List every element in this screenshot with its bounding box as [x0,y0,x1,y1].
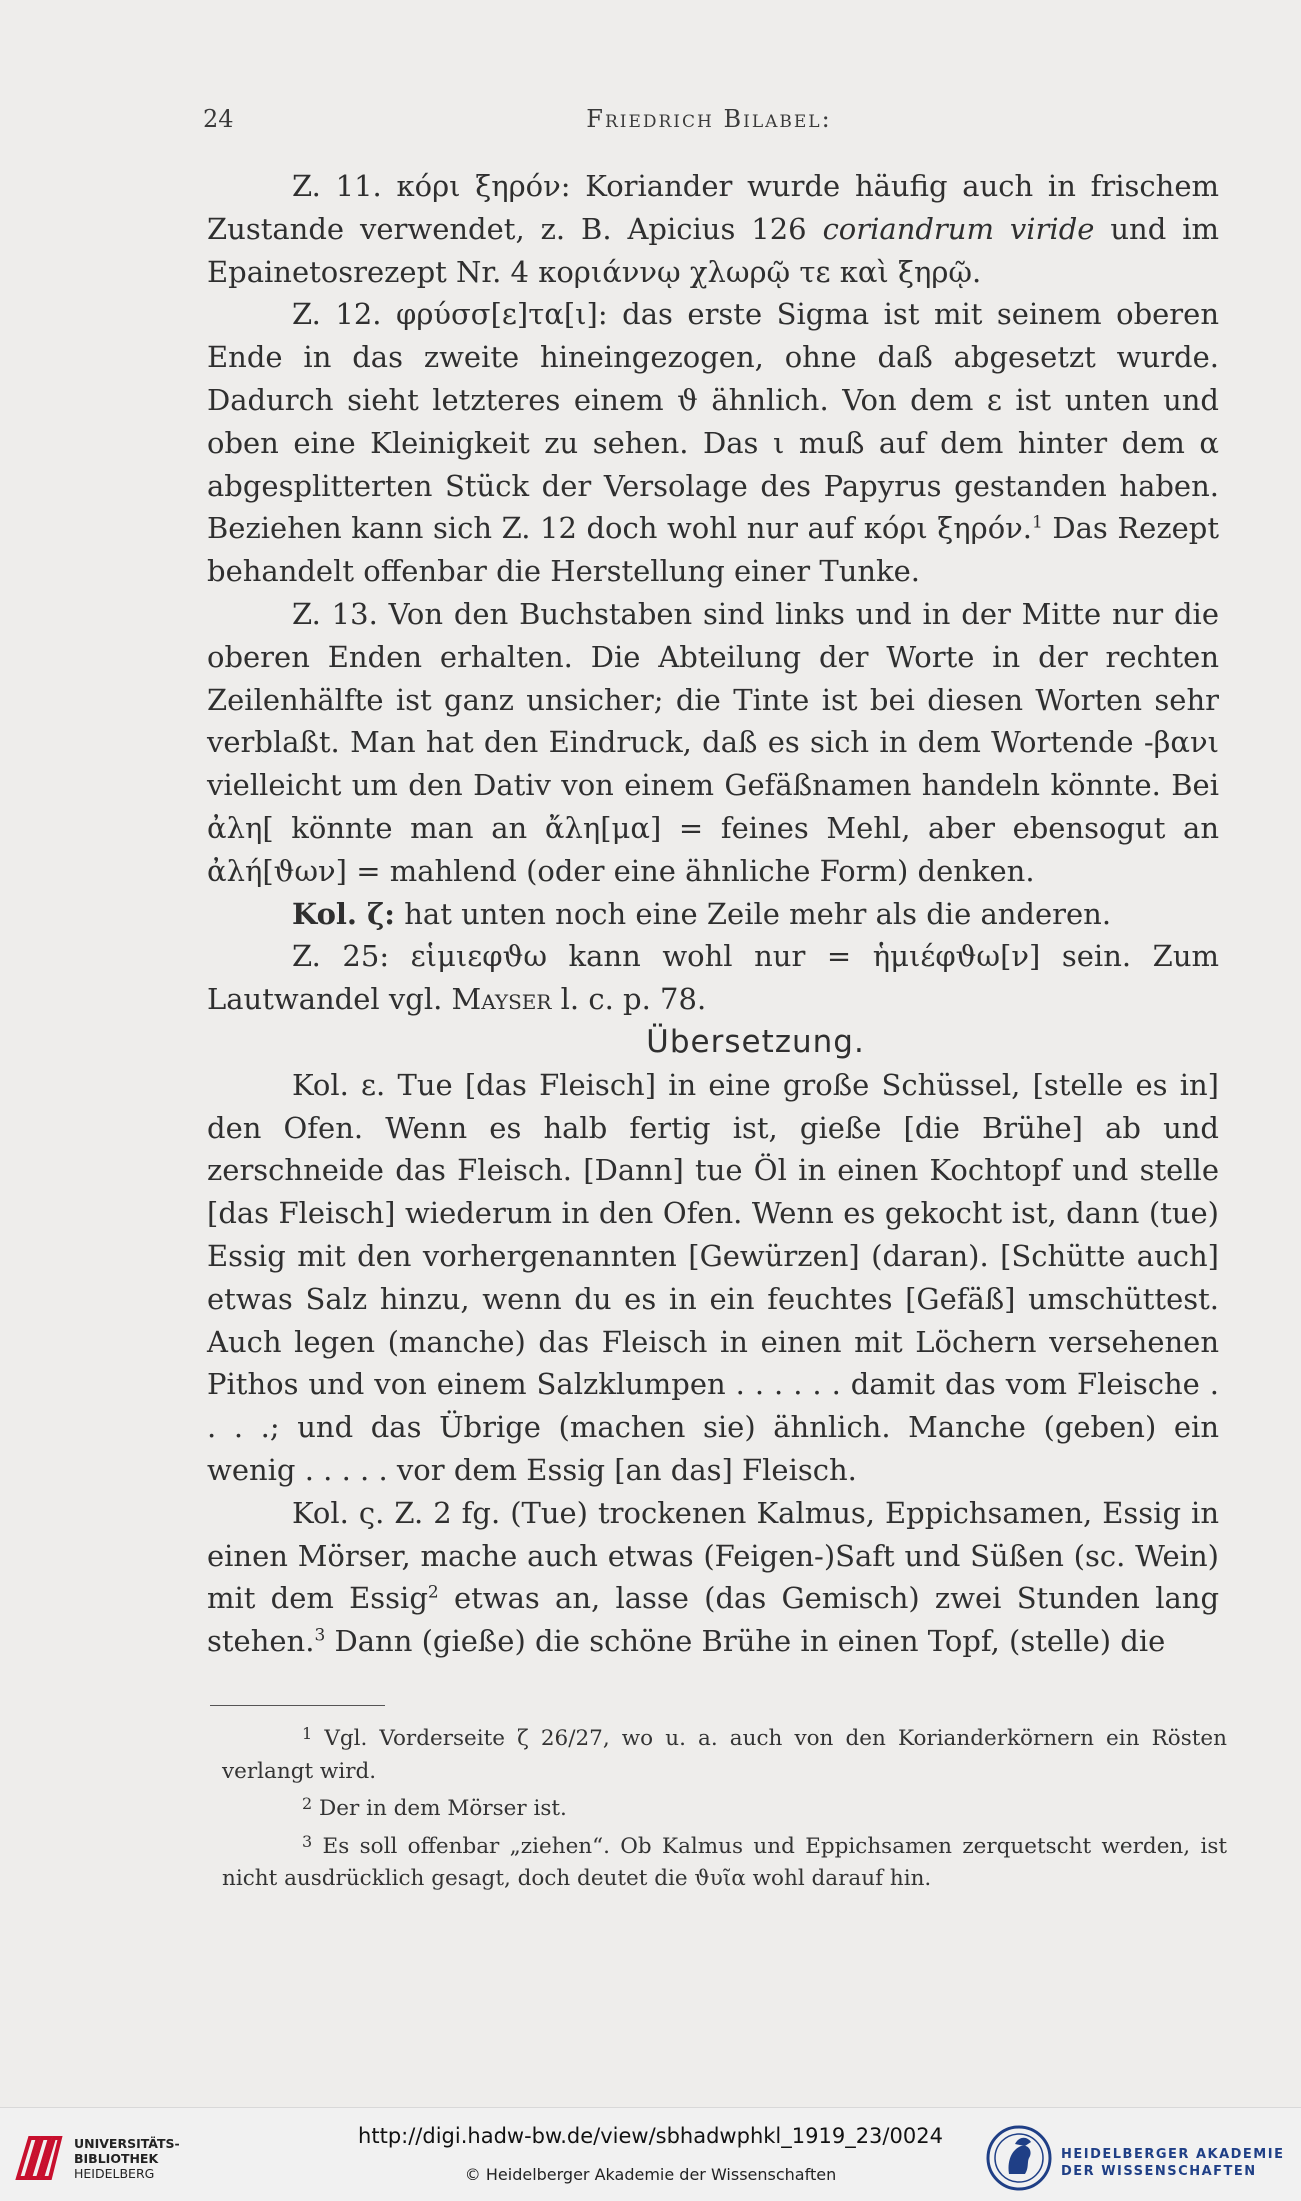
section-heading: Übersetzung. [646,1023,865,1060]
footnote: $^1$ Vgl. Vorderseite ζ 26/27, wo u. a. auch von den Korianderkörnern ein Rösten verlangt wird. [222,1724,1227,1784]
footnotes [222,1718,1227,1896]
footnote: $^3$ Es soll offenbar „ziehen“. Ob Kalmus und Eppichsamen zerquetscht werden, ist nicht ausdrücklich gesagt, doch deutet die ϑυῖα wohl darauf hin. [222,1831,1227,1891]
paragraph: Kol. ε. Tue [das Fleisch] in eine große Schüssel, [stelle es in] den Ofen. Wenn es halb fertig ist, gieße [die Brühe] ab und zerschneide das Fleisch. [Dann] tue Öl in einen Kochtopf und stelle [das Fleisch] wiederum in den Ofen. Wenn es gekocht ist, dann (tue) Essig mit den vorhergenannten [Gewürzen] (daran). [Schütte auch] etwas Salz hinzu, wenn du es in ein feuchtes [Gefäß] umschüttest. Auch legen (manche) das Fleisch in einen mit Löchern versehenen Pithos und von einem Salzklumpen . . . . . . damit das vom Fleische . . . .; und das Übrige (machen sie) ähnlich. Manche (geben) ein wenig . . . . . vor dem Essig [an das] Fleisch. [207,1067,1219,1487]
italic-term: coriandrum viride [822,211,1095,246]
paragraph: Z. 11. κόρι ξηρόν: Koriander wurde häufig auch in frischem Zustande verwendet, z. B. Apicius 126 coriandrum viride und im Epainetosrezept Nr. 4 κοριάννῳ χλωρῷ τε καὶ ξηρῷ. [207,169,1219,289]
footnote-separator [210,1705,385,1706]
academy-name: HEIDELBERGER AKADEMIE DER WISSENSCHAFTEN [1061,2147,1285,2179]
paragraph: Z. 13. Von den Buchstaben sind links und in der Mitte nur die oberen Enden erhalten. Die Abteilung der Worte in der rechten Zeilenhälfte ist ganz unsicher; die Tinte ist bei diesen Worten sehr verblaßt. Man hat den Eindruck, daß es sich in dem Wortende -βανι vielleicht um den Dativ von einem Gefäßnamen handeln könnte. Bei ἀλη[ könnte man an ἄλη[μα] = feines Mehl, aber ebensogut an ἀλή[ϑων] = mahlend (oder eine ähnliche Form) denken. [207,596,1219,888]
footnote: $^2$ Der in dem Mörser ist. [302,1794,567,1821]
footnote-ref: 3 [314,1625,326,1646]
running-title: Friedrich Bilabel: [586,105,832,133]
footnote-ref: 2 [427,1582,439,1603]
athena-seal-icon [985,2124,1053,2192]
library-name: UNIVERSITÄTS- BIBLIOTHEK HEIDELBERG [74,2136,180,2181]
page-number: 24 [203,105,234,133]
paragraph: Z. 12. φρύσσ[ε]τα[ι]: das erste Sigma ist mit seinem oberen Ende in das zweite hineingezogen, ohne daß abgesetzt wurde. Dadurch sieht letzteres einem ϑ ähnlich. Von dem ε ist unten und oben eine Kleinigkeit zu sehen. Das ι muß auf dem hinter dem α abgesplitterten Stück der Versolage des Papyrus gestanden haben. Beziehen kann sich Z. 12 doch wohl nur auf κόρι ξηρόν.$^1$ Das Rezept behandelt offenbar die Herstellung einer Tunke. [207,297,1219,589]
paragraph: Kol. ς. Z. 2 fg. (Tue) trockenen Kalmus, Eppichsamen, Essig in einen Mörser, mache auch etwas (Feigen-)Saft und Süßen (sc. Wein) mit dem Essig$^2$ etwas an, lasse (das Gemisch) zwei Stunden lang stehen.$^3$ Dann (gieße) die schöne Brühe in einen Topf, (stelle) die [207,1495,1220,1659]
permalink[interactable]: http://digi.hadw-bw.de/view/sbhadwphkl_1919_23/0024 [358,2124,943,2148]
academy-logo[interactable] [985,2124,1285,2194]
viewer-footer [0,2107,1301,2201]
footnote-ref: 1 [1032,512,1043,533]
main-text [207,165,1219,1663]
column-label: Kol. ζ: [292,896,396,931]
copyright-notice: © Heidelberger Akademie der Wissenschaften [464,2165,837,2184]
paragraph: Z. 25: εἱμιεφϑω kann wohl nur = ἡμιέφϑω[ν] sein. Zum Lautwandel vgl. Mayser l. c. p. 78. [207,939,1219,1017]
page-header [203,105,1215,141]
author-name: Mayser [451,982,552,1017]
paragraph: Kol. ζ: hat unten noch eine Zeile mehr als die anderen. [292,896,1112,931]
